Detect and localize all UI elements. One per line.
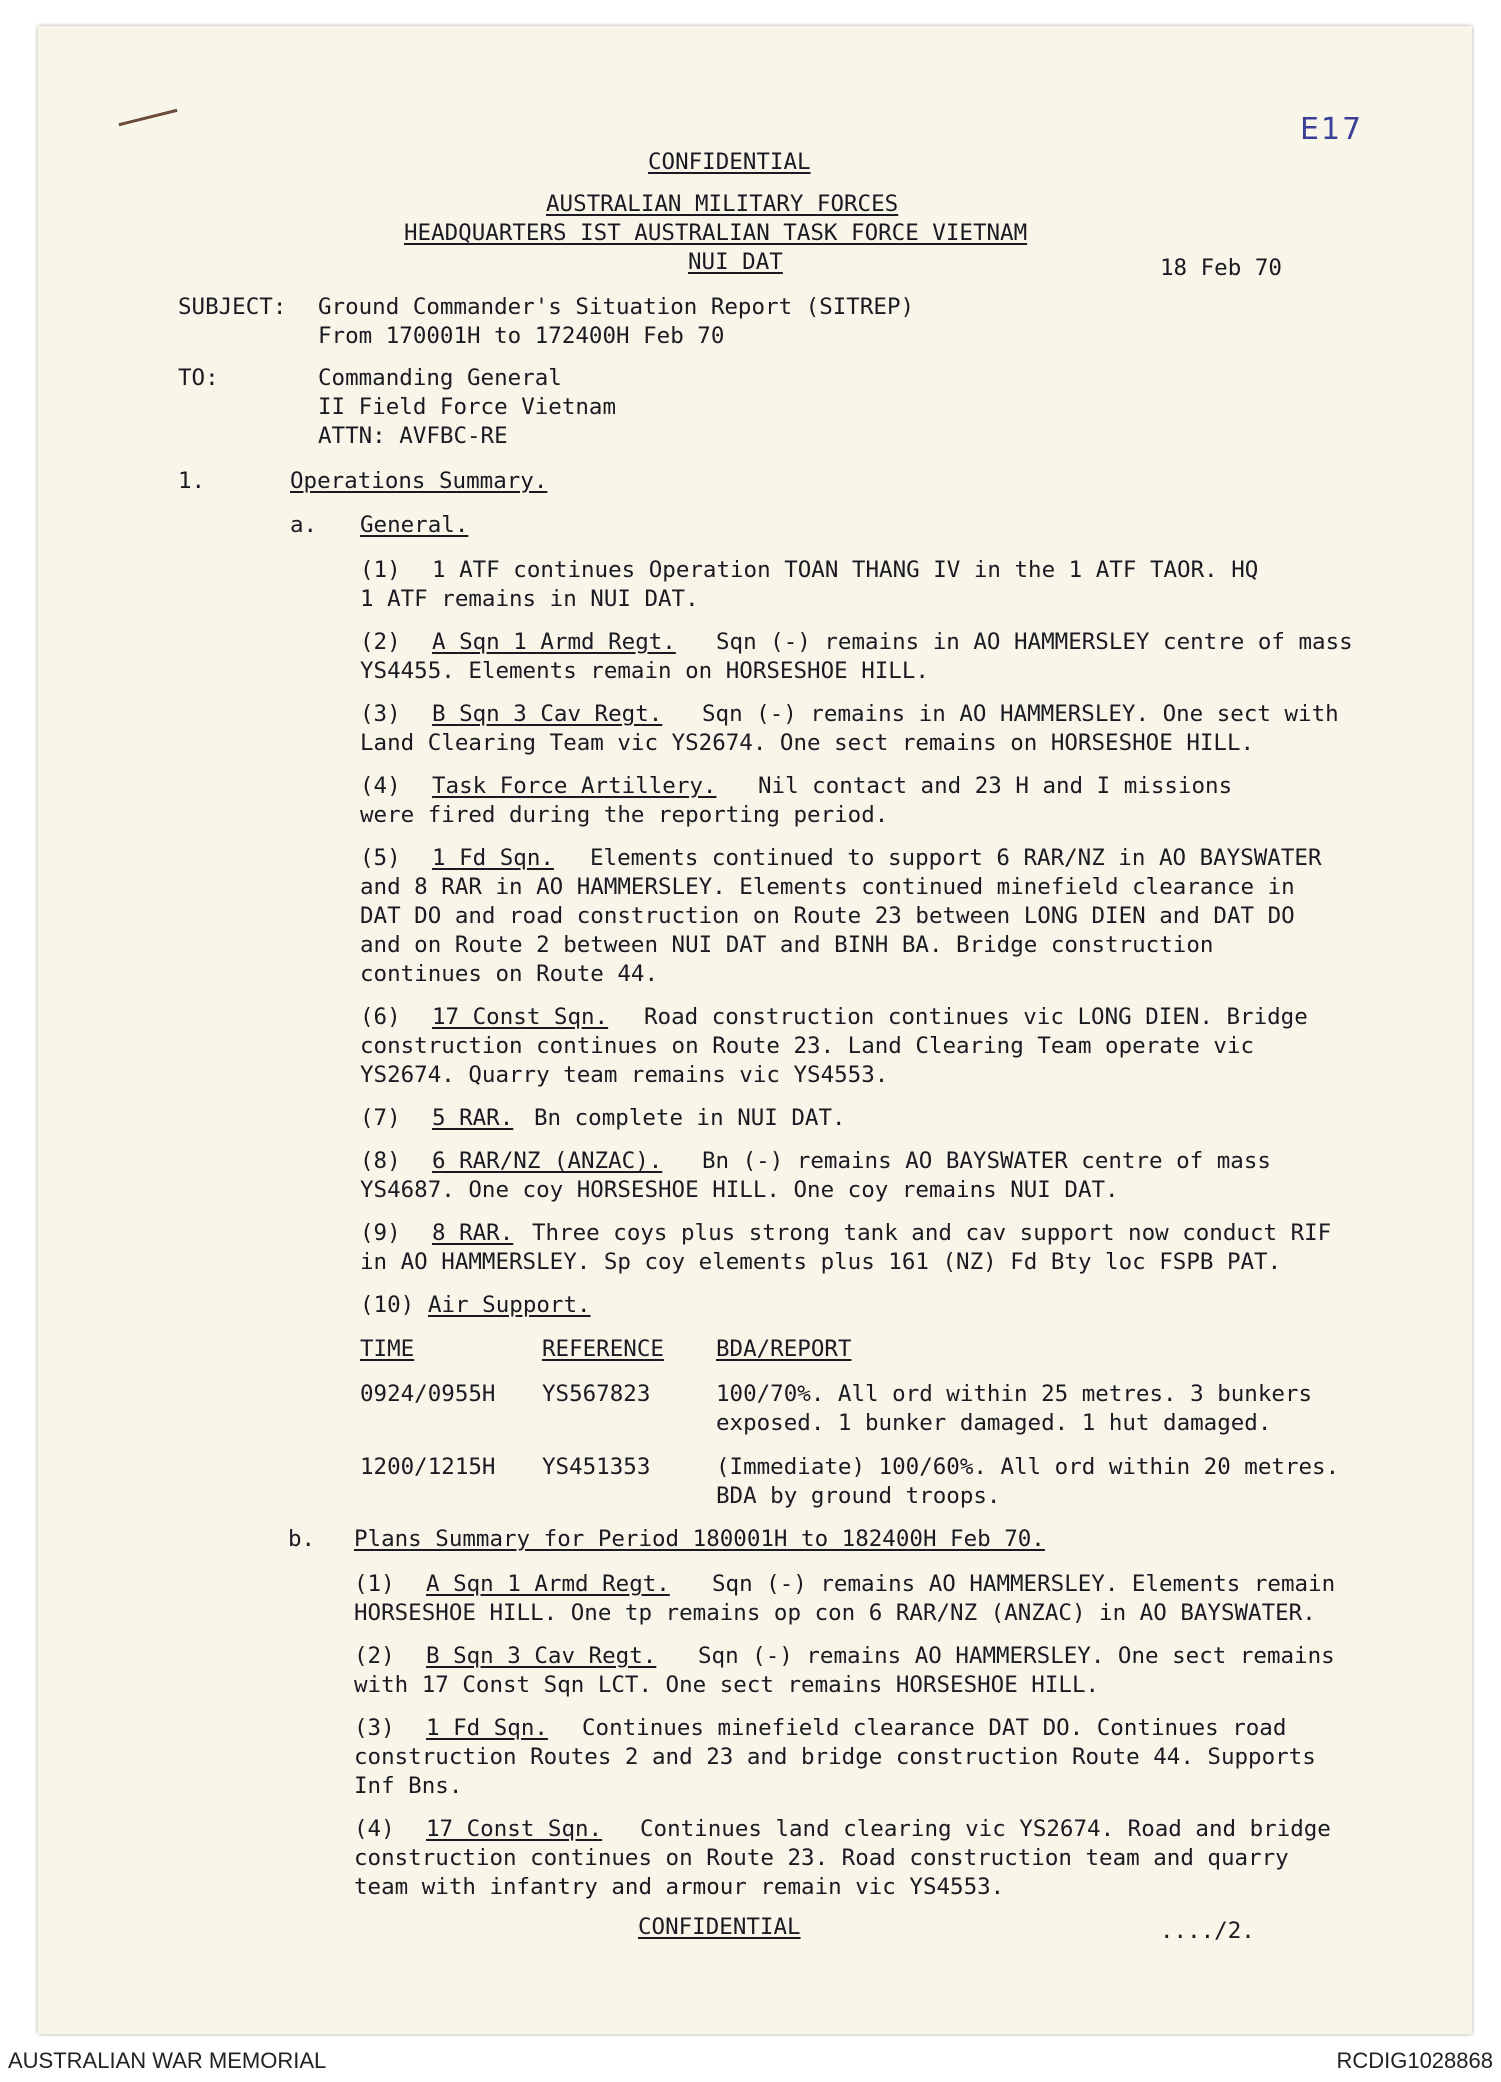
item-a8-line-2: YS4687. One coy HORSESHOE HILL. One coy remains NUI DAT. xyxy=(360,1177,1119,1203)
item-b3-line-2: construction Routes 2 and 23 and bridge construction Route 44. Supports xyxy=(354,1744,1316,1770)
to-line-2: II Field Force Vietnam xyxy=(318,394,617,420)
section-1-number: 1. xyxy=(178,468,206,494)
item-b1-line-2: HORSESHOE HILL. One tp remains op con 6 RAR/NZ (ANZAC) in AO BAYSWATER. xyxy=(354,1600,1316,1626)
item-a7-heading: 5 RAR. xyxy=(432,1105,514,1131)
item-b1-number: (1) xyxy=(354,1571,395,1597)
item-a6-line-1: Road construction continues vic LONG DIEN. Bridge xyxy=(644,1004,1308,1030)
air-table-header-time: TIME xyxy=(360,1336,415,1362)
section-1-title: Operations Summary. xyxy=(290,468,548,494)
item-a8-line-1: Bn (-) remains AO BAYSWATER centre of mass xyxy=(702,1148,1271,1174)
item-a5-line-2: and 8 RAR in AO HAMMERSLEY. Elements continued minefield clearance in xyxy=(360,874,1295,900)
item-a9-heading: 8 RAR. xyxy=(432,1220,514,1246)
item-a6-number: (6) xyxy=(360,1004,401,1030)
item-b4-line-2: construction continues on Route 23. Road construction team and quarry xyxy=(354,1845,1289,1871)
item-a10-number: (10) xyxy=(360,1292,415,1318)
item-a3-line-2: Land Clearing Team vic YS2674. One sect remains on HORSESHOE HILL. xyxy=(360,730,1255,756)
item-a3-number: (3) xyxy=(360,701,401,727)
air-table-header-bda: BDA/REPORT xyxy=(716,1336,852,1362)
air-row-1-report-line-1: 100/70%. All ord within 25 metres. 3 bunkers xyxy=(716,1381,1313,1407)
item-b2-heading: B Sqn 3 Cav Regt. xyxy=(426,1643,657,1669)
item-b4-line-1: Continues land clearing vic YS2674. Road and bridge xyxy=(640,1816,1331,1842)
item-a2-line-1: Sqn (-) remains in AO HAMMERSLEY centre of mass xyxy=(716,629,1353,655)
subsection-a-title: General. xyxy=(360,512,469,538)
item-a9-line-1: Three coys plus strong tank and cav support now conduct RIF xyxy=(532,1220,1332,1246)
item-a5-number: (5) xyxy=(360,845,401,871)
item-b2-line-1: Sqn (-) remains AO HAMMERSLEY. One sect remains xyxy=(698,1643,1335,1669)
item-a4-number: (4) xyxy=(360,773,401,799)
item-a1-number: (1) xyxy=(360,557,401,583)
item-a4-line-2: were fired during the reporting period. xyxy=(360,802,889,828)
item-a1-line-2: 1 ATF remains in NUI DAT. xyxy=(360,586,699,612)
item-a5-line-1: Elements continued to support 6 RAR/NZ in AO BAYSWATER xyxy=(590,845,1322,871)
subsection-b-letter: b. xyxy=(288,1526,316,1552)
air-row-1-reference: YS567823 xyxy=(542,1381,651,1407)
item-a6-line-3: YS2674. Quarry team remains vic YS4553. xyxy=(360,1062,889,1088)
air-row-1-time: 0924/0955H xyxy=(360,1381,496,1407)
item-b2-number: (2) xyxy=(354,1643,395,1669)
item-b1-line-1: Sqn (-) remains AO HAMMERSLEY. Elements remain xyxy=(712,1571,1336,1597)
subject-line-2: From 170001H to 172400H Feb 70 xyxy=(318,323,725,349)
classification-top: CONFIDENTIAL xyxy=(648,149,811,175)
subsection-a-letter: a. xyxy=(290,512,318,538)
item-a1-line-1: 1 ATF continues Operation TOAN THANG IV in the 1 ATF TAOR. HQ xyxy=(432,557,1259,583)
item-a5-line-4: and on Route 2 between NUI DAT and BINH BA. Bridge construction xyxy=(360,932,1214,958)
air-row-2-reference: YS451353 xyxy=(542,1454,651,1480)
item-b3-line-1: Continues minefield clearance DAT DO. Continues road xyxy=(582,1715,1287,1741)
item-a2-line-2: YS4455. Elements remain on HORSESHOE HILL. xyxy=(360,658,929,684)
subject-label: SUBJECT: xyxy=(178,294,287,320)
subsection-b-title: Plans Summary for Period 180001H to 182400H Feb 70. xyxy=(354,1526,1045,1552)
to-label: TO: xyxy=(178,365,219,391)
org-line-3: NUI DAT xyxy=(688,249,783,275)
air-row-2-report-line-2: BDA by ground troops. xyxy=(716,1483,1001,1509)
item-a4-heading: Task Force Artillery. xyxy=(432,773,717,799)
item-a2-heading: A Sqn 1 Armd Regt. xyxy=(432,629,676,655)
item-b3-number: (3) xyxy=(354,1715,395,1741)
to-line-3: ATTN: AVFBC-RE xyxy=(318,423,508,449)
subject-line-1: Ground Commander's Situation Report (SITREP) xyxy=(318,294,915,320)
item-b3-heading: 1 Fd Sqn. xyxy=(426,1715,548,1741)
item-a7-number: (7) xyxy=(360,1105,401,1131)
org-line-2: HEADQUARTERS IST AUSTRALIAN TASK FORCE VIETNAM xyxy=(404,220,1028,246)
item-a8-number: (8) xyxy=(360,1148,401,1174)
item-a3-heading: B Sqn 3 Cav Regt. xyxy=(432,701,663,727)
item-b4-heading: 17 Const Sqn. xyxy=(426,1816,603,1842)
item-b2-line-2: with 17 Const Sqn LCT. One sect remains HORSESHOE HILL. xyxy=(354,1672,1100,1698)
air-row-1-report-line-2: exposed. 1 bunker damaged. 1 hut damaged. xyxy=(716,1410,1272,1436)
air-table-header-reference: REFERENCE xyxy=(542,1336,664,1362)
item-a5-line-3: DAT DO and road construction on Route 23 between LONG DIEN and DAT DO xyxy=(360,903,1295,929)
item-a3-line-1: Sqn (-) remains in AO HAMMERSLEY. One sect with xyxy=(702,701,1339,727)
handwritten-reference: E17 xyxy=(1300,112,1364,147)
item-b4-line-3: team with infantry and armour remain vic YS4553. xyxy=(354,1874,1005,1900)
item-a4-line-1: Nil contact and 23 H and I missions xyxy=(758,773,1233,799)
classification-bottom: CONFIDENTIAL xyxy=(638,1914,801,1940)
air-row-2-report-line-1: (Immediate) 100/60%. All ord within 20 metres. xyxy=(716,1454,1340,1480)
org-line-1: AUSTRALIAN MILITARY FORCES xyxy=(546,191,899,217)
item-b1-heading: A Sqn 1 Armd Regt. xyxy=(426,1571,670,1597)
item-b4-number: (4) xyxy=(354,1816,395,1842)
to-line-1: Commanding General xyxy=(318,365,562,391)
archive-label: AUSTRALIAN WAR MEMORIAL xyxy=(8,2048,327,2073)
item-a9-number: (9) xyxy=(360,1220,401,1246)
item-a9-line-2: in AO HAMMERSLEY. Sp coy elements plus 161 (NZ) Fd Bty loc FSPB PAT. xyxy=(360,1249,1282,1275)
item-a6-heading: 17 Const Sqn. xyxy=(432,1004,609,1030)
air-row-2-time: 1200/1215H xyxy=(360,1454,496,1480)
item-a5-line-5: continues on Route 44. xyxy=(360,961,659,987)
item-a2-number: (2) xyxy=(360,629,401,655)
document-date: 18 Feb 70 xyxy=(1160,255,1282,281)
page-continuation: ..../2. xyxy=(1160,1918,1255,1944)
item-b3-line-3: Inf Bns. xyxy=(354,1773,463,1799)
archive-id: RCDIG1028868 xyxy=(1336,2048,1493,2073)
item-a8-heading: 6 RAR/NZ (ANZAC). xyxy=(432,1148,663,1174)
item-a10-heading: Air Support. xyxy=(428,1292,591,1318)
item-a7-line-1: Bn complete in NUI DAT. xyxy=(534,1105,846,1131)
item-a6-line-2: construction continues on Route 23. Land Clearing Team operate vic xyxy=(360,1033,1255,1059)
item-a5-heading: 1 Fd Sqn. xyxy=(432,845,554,871)
